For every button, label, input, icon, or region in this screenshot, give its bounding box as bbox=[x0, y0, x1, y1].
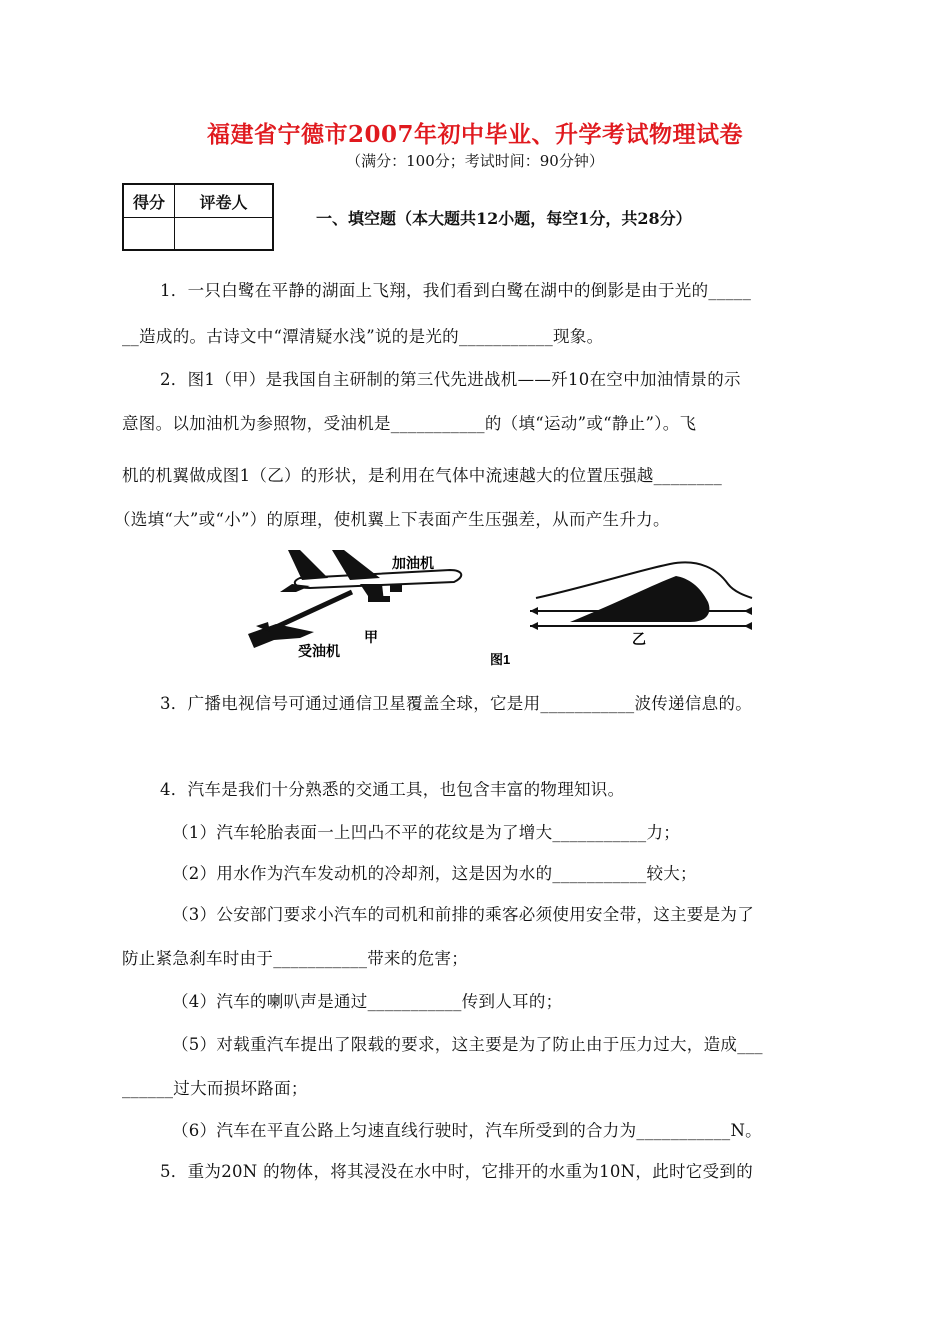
jia-label: 甲 bbox=[364, 629, 378, 645]
score-box bbox=[122, 183, 274, 251]
tanker-label: 加油机 bbox=[392, 555, 434, 571]
question-line: ______过大而损坏路面； bbox=[122, 1079, 308, 1098]
exam-info: （满分：100分；考试时间：90分钟） bbox=[346, 152, 604, 170]
score-cell bbox=[123, 218, 175, 251]
wing-airfoil-diagram bbox=[530, 562, 752, 630]
question-line: 2．图1（甲）是我国自主研制的第三代先进战机——歼10在空中加油情景的示 bbox=[160, 370, 741, 389]
receiver-label: 受油机 bbox=[298, 643, 340, 659]
question-line: （选填“大”或“小”）的原理，使机翼上下表面产生压强差，从而产生升力。 bbox=[114, 510, 670, 529]
question-line: 机的机翼做成图1（乙）的形状，是利用在气体中流速越大的位置压强越________ bbox=[122, 466, 722, 485]
grader-label: 评卷人 bbox=[175, 184, 274, 218]
yi-label: 乙 bbox=[632, 631, 646, 647]
question-line: （2）用水作为汽车发动机的冷却剂，这是因为水的___________较大； bbox=[172, 864, 697, 883]
figure-1 bbox=[240, 540, 770, 668]
question-line: 4．汽车是我们十分熟悉的交通工具，也包含丰富的物理知识。 bbox=[160, 780, 625, 799]
figure-caption: 图1 bbox=[490, 652, 511, 667]
question-line: 5．重为20N 的物体，将其浸没在水中时，它排开的水重为10N，此时它受到的 bbox=[160, 1162, 754, 1181]
question-line: 防止紧急刹车时由于___________带来的危害； bbox=[122, 949, 469, 968]
question-line: （4）汽车的喇叭声是通过___________传到人耳的； bbox=[172, 992, 563, 1011]
refuel-hose bbox=[274, 592, 352, 628]
question-line: 1．一只白鹭在平静的湖面上飞翔，我们看到白鹭在湖中的倒影是由于光的_____ bbox=[160, 281, 752, 300]
question-line: 意图。以加油机为参照物，受油机是___________的（填“运动”或“静止”）。飞 bbox=[122, 414, 697, 433]
grader-cell bbox=[175, 218, 274, 251]
question-line: __造成的。古诗文中“潭清疑水浅”说的是光的___________现象。 bbox=[122, 327, 604, 346]
question-line: （5）对载重汽车提出了限载的要求，这主要是为了防止由于压力过大，造成___ bbox=[172, 1035, 763, 1054]
tanker-aircraft-image bbox=[280, 550, 461, 602]
question-line: 3．广播电视信号可通过通信卫星覆盖全球，它是用___________波传递信息的。 bbox=[160, 694, 753, 713]
section-heading: 一、填空题（本大题共12小题，每空1分，共28分） bbox=[316, 209, 692, 228]
question-line: （6）汽车在平直公路上匀速直线行驶时，汽车所受到的合力为___________N。 bbox=[172, 1121, 762, 1140]
question-line: （3）公安部门要求小汽车的司机和前排的乘客必须使用安全带，这主要是为了 bbox=[172, 905, 754, 924]
score-label: 得分 bbox=[123, 184, 175, 218]
page-title: 福建省宁德市2007年初中毕业、升学考试物理试卷 bbox=[206, 121, 743, 148]
question-line: （1）汽车轮胎表面一上凹凸不平的花纹是为了增大___________力； bbox=[172, 823, 681, 842]
